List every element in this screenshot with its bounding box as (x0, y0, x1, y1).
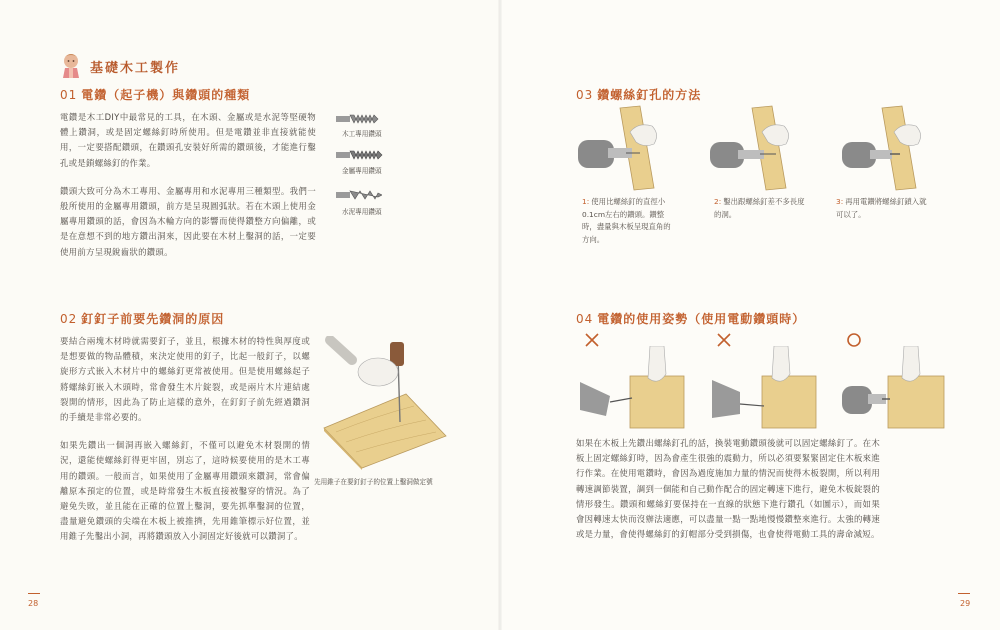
posture-wrong-1-illustration (580, 346, 690, 430)
section-02-heading (60, 310, 224, 327)
section-01-body (60, 110, 316, 273)
page-number-left: 28 (28, 599, 39, 608)
step-number: 2: (714, 197, 722, 206)
bit-label-wood: 木工專用鑽頭 (342, 130, 382, 138)
section-04-heading (576, 310, 805, 327)
section-01-heading (60, 86, 250, 103)
paragraph: 如果先鑽出一個洞再嵌入螺絲釘，不僅可以避免木材裂開的情況，還能使螺絲釘得更牢固，別忘了，這時候要使用的是木工專用的鑽頭。一般而言，如果使用了金屬專用鑽頭來鑽洞，常會偏離原本預定的位置，或是時常發生木板直接被鑿穿的情況。為了避免失敗，並且能在正確的位置上鑿洞，要先抓準鑿洞的位置，盡量避免鑽頭的尖端在木板上被推擠，先用錐筆標示好位置，並用錐子先鑿出小洞，再將鑽頭放入小洞固定好後就可以鑽洞了。 (60, 440, 310, 542)
section-number: 04 (576, 312, 594, 326)
drilling-step-3-illustration (842, 104, 950, 192)
section-title: 鑽螺絲釘孔的方法 (597, 88, 702, 102)
section-number: 01 (60, 88, 78, 102)
section-number: 02 (60, 312, 78, 326)
step-number: 1: (582, 197, 590, 206)
paragraph: 鑽頭大致可分為木工專用、金屬專用和水泥專用三種類型。我們一般所使用的金屬專用鑽頭，前方是呈現圓弧狀。若在木頭上使用金屬專用鑽頭的話，會因為木輪方向的影響而使得鑽整方向偏離，或是在意想不到的地方鑽出洞來，因此要在木材上鑿洞的話，一定要使用前方呈現銳齒狀的鑽頭。 (60, 185, 316, 257)
step-3 (836, 196, 932, 221)
drilling-step-1-illustration (578, 104, 686, 192)
paragraph: 要結合兩塊木材時就需要釘子，並且，根據木材的特性與厚度或是想要做的物品體積，來決定使用的釘子，比起一般釘子，以螺旋形方式嵌入木材片中的螺絲釘更常被使用。但是使用螺絲起子將螺絲釘嵌入木頭時，常會發生木片錠裂，或是兩片木片連結處裂開的情形，因此為了防止這樣的意外，在釘釘子前先經過鑽洞的手續是非常必要的。 (60, 336, 310, 423)
page-number-rule (28, 593, 40, 594)
step-text: 鑿出跟螺絲釘差不多長度的洞。 (714, 197, 805, 219)
page-number-rule (958, 593, 970, 594)
section-04-body (576, 436, 880, 555)
bit-label-metal: 金屬專用鑽頭 (342, 167, 382, 175)
doll-mascot-icon (60, 52, 82, 80)
drilling-step-2-illustration (710, 104, 818, 192)
step-2 (714, 196, 808, 221)
step-1 (582, 196, 678, 246)
step-text: 再用電鑽將螺絲釘鎖入就可以了。 (836, 197, 927, 219)
chapter-heading (60, 52, 180, 80)
book-gutter (498, 0, 502, 630)
step-text: 使用比螺絲釘的直徑小0.1cm左右的鑽頭。鑽整時，盡量與木板呈現直角的方向。 (582, 197, 671, 244)
section-02-body (60, 334, 310, 558)
concrete-drill-bit-icon (336, 188, 382, 202)
posture-correct-illustration (842, 346, 952, 430)
paragraph: 電鑽是木工DIY中最常見的工具，在木頭、金屬或是水泥等堅硬物體上鑽洞，或是固定螺絲釘時所使用。但是電鑽並非直接就能使用，一定要搭配鑽頭，在鑽頭孔安裝好所需的鑽頭後，才能進行鑿孔或是鎖螺絲釘的作業。 (60, 112, 316, 168)
awl-caption: 先用錐子在要釘釘子的位置上鑿洞做定號 (314, 478, 433, 486)
section-title: 電鑽的使用姿勢（使用電動鑽頭時） (597, 312, 806, 326)
metal-drill-bit-icon (336, 148, 384, 162)
bit-label-concrete: 水泥專用鑽頭 (342, 208, 382, 216)
wood-drill-bit-icon (336, 112, 382, 126)
section-title: 電鑽（起子機）與鑽頭的種類 (81, 88, 251, 102)
section-03-heading (576, 86, 701, 103)
page-number-right: 29 (960, 599, 971, 608)
paragraph: 如果在木板上先鑽出螺絲釘孔的話，換裝電動鑽頭後就可以固定螺絲釘了。在木板上固定螺絲釘時，因為會產生很強的震動力，所以必須要緊緊固定住木板來進行作業。在使用電鑽時，會因為過度施加力量的情況而使得木板裂開，所以利用轉速調節裝置，調到一個能和自己動作配合的固定轉速下進行，避免木板錠裂的情形發生。鑽頭和螺絲釘要保持在一直線的狀態下進行鑽孔（如圖示），而如果會因轉速太快而沒辦法適應，可以盡量一點一點地慢慢鑽整來進行。太強的轉速或是力量，會使得螺絲釘的釘帽部分受到損傷，也會使得電動工具的壽命減短。 (576, 438, 880, 540)
section-number: 03 (576, 88, 594, 102)
awl-on-board-illustration (316, 336, 450, 470)
section-title: 釘釘子前要先鑽洞的原因 (81, 312, 225, 326)
posture-wrong-2-illustration (712, 346, 822, 430)
chapter-title: 基礎木工製作 (90, 60, 181, 76)
step-number: 3: (836, 197, 844, 206)
